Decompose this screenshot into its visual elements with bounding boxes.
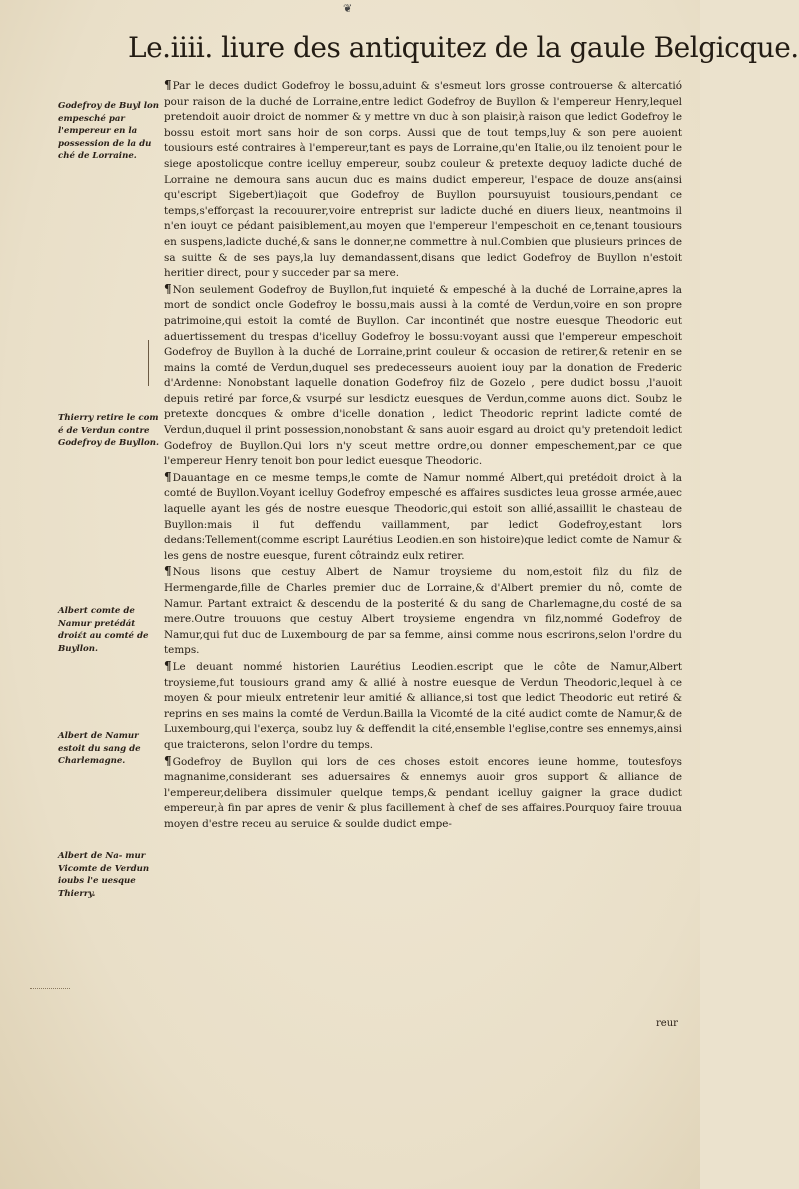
margin-rule <box>148 340 149 386</box>
paragraph-text: Nous lisons que cestuy Albert de Namur troysieme du nom,estoit filz du filz de Hermengarde,fille de Charles premier duc de Lorraine,& d'Albert premier du nô, comte de Namur. Partant extraict & descendu de la posterité & du sang de Charlemagne,du costé de sa mere.Outre trouuons que cestuy Albert troysieme engendra vn filz,nommé Godefroy de Namur,qui fut duc de Luxembourg de par sa femme, ainsi comme nous escrirons,selon l'ordre du temps. <box>164 566 682 657</box>
paragraph-text: Dauantage en ce mesme temps,le comte de Namur nommé Albert,qui pretédoit droict à la comté de Buyllon.Voyant icelluy Godefroy empesché es affaires susdictes leua grosse armée,auec laquelle ayant les gés de nostre euesque Theodoric,qui estoit son allié,assaillit le chasteau de Buyllon:mais il fut deffendu vaillamment, par ledict Godefroy,estant lors dedans:Tellement(comme escript Laurétius Leodien.en son histoire)que ledict comte de Namur & les gens de nostre euesque, furent côtraindz eulx retirer. <box>164 471 682 562</box>
head-ornament: ❦ <box>343 2 353 15</box>
pilcrow-mark: ¶ <box>164 753 172 768</box>
margin-note: Albert de Namur estoit du sang de Charlemagne. <box>58 731 141 767</box>
paragraph-text: Le deuant nommé historien Laurétius Leodien.escript que le côte de Namur,Albert troysieme,fut tousiours grand amy & allié à nostre euesque de Verdun Theodoric,lequel à ce moyen & pour mieulx entretenir leur amitié & alliance,si tost que ledict Theodoric eut retiré & reprins en ses mains la comté de Verdun.Bailla la Vicomté de la cité audict comte de Namur,& de Luxembourg,qui l'exerça, soubz luy & deffendit la cité,ensemble l'eglise,contre ses ennemys,ainsi que traicterons, selon l'ordre du temps. <box>164 660 682 751</box>
paragraph-text: Par le deces dudict Godefroy le bossu,aduint & s'esmeut lors grosse controuerse & altercatió pour raison de la duché de Lorraine,entre ledict Godefroy de Buyllon & l'empereur Henry,lequel pretendoit auoir droict de nommer & y mettre vn duc à son plaisir,à raison que ledict Godefroy le bossu estoit mort sans hoir de son corps. Aussi que de tout temps,luy & son pere auoient tousiours esté contraires à l'empereur,tant es pays de Lorraine,qu'en Italie,ou ilz tenoient pour le siege apostolicque contre icelluy empereur, soubz couleur & pretexte dequoy ladicte duché de Lorraine ne demoura sans aucun duc es mains dudict empereur, l'espace de douze ans(ainsi qu'escript Sigebert)iaçoit que Godefroy de Buyllon poursuyuist tousiours,pendant ce temps,s'efforçast la recouurer,voire entreprist sur ladicte duché en diuers lieux, neantmoins il n'en iouyt ce pédant paisiblement,au moyen que l'empereur l'empeschoit en ce,tenant tousiours en suspens,ladicte duché,& sans le donner,ne commettre à nul.Combien que plusieurs princes de sa suitte & de ses pays,la luy demandassent,disans que ledict Godefroy de Buyllon n'estoit heritier direct, pour y succeder par sa mere. <box>164 80 682 280</box>
margin-note: Albert comte de Namur pretédát droiɛ́t au comté de Buyllon. <box>58 606 149 654</box>
paragraph <box>164 754 682 833</box>
stray-ink-mark <box>30 988 70 990</box>
paragraph <box>164 282 682 470</box>
body-text <box>164 78 682 833</box>
pilcrow-mark: ¶ <box>164 281 172 296</box>
pilcrow-mark: ¶ <box>164 469 172 484</box>
pilcrow-mark: ¶ <box>164 78 172 92</box>
paragraph <box>164 470 682 565</box>
pilcrow-mark: ¶ <box>164 658 172 673</box>
pilcrow-mark: ¶ <box>164 564 172 579</box>
running-head: Le.iiii. liure des antiquitez de la gaule Belgicque. <box>128 31 799 64</box>
margin-note: Albert de Na- mur Vicomte de Verdun ioubs l'e uesque Thierry. <box>58 851 150 899</box>
margin-note: Thierry retire le com é de Verdun contre Godefroy de Buyllon. <box>58 413 159 449</box>
paragraph-text: Non seulement Godefroy de Buyllon,fut inquieté & empesché à la duché de Lorraine,apres la mort de sondict oncle Godefroy le bossu,mais aussi à la comté de Verdun,voire en son propre patrimoine,qui estoit la comté de Buyllon. Car incontinét que nostre euesque Theodoric eut aduertissement du trespas d'icelluy Godefroy le bossu:voyant aussi que l'empereur empeschoit Godefroy de Buyllon à la duché de Lorraine,print couleur & occasion de retirer,& retenir en se mains la comté de Verdun,duquel ses predecesseurs auoient iouy par la donation de Frederic d'Ardenne: Nonobstant laquelle donation Godefroy filz de Gozelo , pere dudict bossu ,l'auoit depuis retiré par force,& vsurpé sur lesdictz euesques de Verdun,comme auons dict. Soubz le pretexte doncques & ombre d'icelle donation , ledict Theodoric reprint ladicte comté de Verdun,duquel il print possession,nonobstant & sans auoir esgard au droict qu'y pretendoit ledict Godefroy de Buyllon.Qui lors n'y sceut mettre ordre,ou donner empeschement,par ce que l'empereur Henry tenoit bon pour ledict euesque Theodoric. <box>164 283 682 468</box>
paragraph-text: Godefroy de Buyllon qui lors de ces choses estoit encores ieune homme, toutesfoys magnanime,considerant ses aduersaires & ennemys auoir gros support & alliance de l'empereur,delibera dissimuler quelque temps,& pendant icelluy gaigner la grace dudict empereur,à fin par apres de venir & plus facillement à chef de ses affaires.Pourquoy faire trouua moyen d'estre receu au seruice & soulde dudict empe- <box>164 755 682 830</box>
margin-note: Godefroy de Buyl lon empesché par l'empereur en la possession de la du ché de Lorraine. <box>58 101 159 162</box>
paragraph <box>164 78 682 282</box>
catchword: reur <box>656 1018 678 1029</box>
paragraph <box>164 564 682 659</box>
paragraph <box>164 659 682 754</box>
